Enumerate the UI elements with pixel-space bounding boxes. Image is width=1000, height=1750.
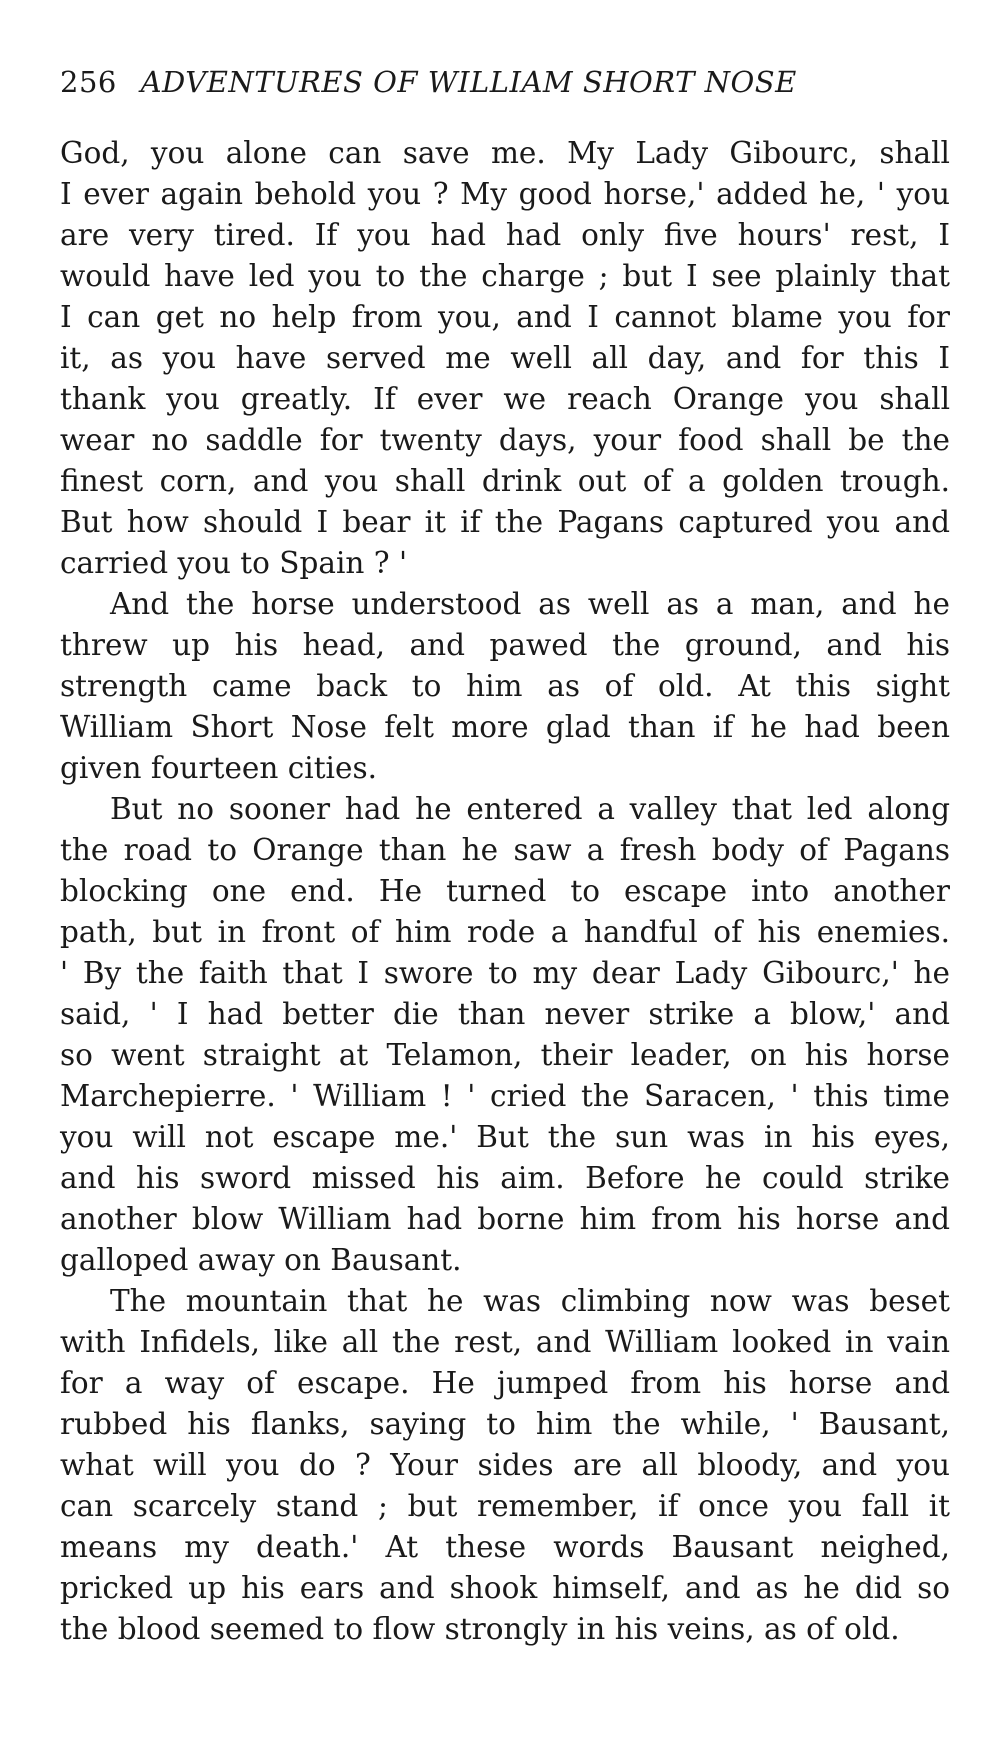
text-line: given fourteen cities. xyxy=(60,751,377,785)
paragraph xyxy=(60,584,950,789)
paragraph xyxy=(60,789,950,1281)
text-line: so went straight at Telamon, their leader, on his horse xyxy=(60,1038,950,1072)
text-line: I ever again behold you ? My good horse,' added he, ' you xyxy=(60,177,950,211)
text-line: it, as you have served me well all day, and for this I xyxy=(60,341,950,375)
text-line: what will you do ? Your sides are all bloody, and you xyxy=(60,1448,950,1482)
text-line: would have led you to the charge ; but I see plainly that xyxy=(60,259,950,293)
text-line: But no sooner had he entered a valley that led along xyxy=(110,792,950,826)
text-line: rubbed his flanks, saying to him the while, ' Bausant, xyxy=(60,1407,950,1441)
text-line: I can get no help from you, and I cannot blame you for xyxy=(60,300,950,334)
page-header xyxy=(60,62,950,102)
text-line: Marchepierre. ' William ! ' cried the Saracen, ' this time xyxy=(60,1079,950,1113)
text-line: blocking one end. He turned to escape into another xyxy=(60,874,950,908)
text-line: another blow William had borne him from his horse and xyxy=(60,1202,950,1236)
text-line: galloped away on Bausant. xyxy=(60,1243,462,1277)
text-line: The mountain that he was climbing now was beset xyxy=(110,1284,950,1318)
text-line: the blood seemed to flow strongly in his veins, as of old. xyxy=(60,1612,900,1646)
text-line: And the horse understood as well as a man, and he xyxy=(110,587,950,621)
body-text xyxy=(60,133,950,1650)
running-head: ADVENTURES OF WILLIAM SHORT NOSE xyxy=(140,65,797,99)
text-line: carried you to Spain ? ' xyxy=(60,546,408,580)
text-line: and his sword missed his aim. Before he could strike xyxy=(60,1161,950,1195)
text-line: threw up his head, and pawed the ground, and his xyxy=(60,628,950,662)
text-line: God, you alone can save me. My Lady Gibourc, shall xyxy=(60,136,950,170)
text-line: path, but in front of him rode a handful of his enemies. xyxy=(60,915,950,949)
paragraph xyxy=(60,133,950,584)
text-line: said, ' I had better die than never strike a blow,' and xyxy=(60,997,950,1031)
text-line: for a way of escape. He jumped from his horse and xyxy=(60,1366,950,1400)
text-line: finest corn, and you shall drink out of a golden trough. xyxy=(60,464,950,498)
text-line: the road to Orange than he saw a fresh body of Pagans xyxy=(60,833,950,867)
paragraph xyxy=(60,1281,950,1650)
text-line: with Infidels, like all the rest, and William looked in vain xyxy=(60,1325,950,1359)
text-line: strength came back to him as of old. At this sight xyxy=(60,669,950,703)
text-line: thank you greatly. If ever we reach Orange you shall xyxy=(60,382,950,416)
text-line: means my death.' At these words Bausant neighed, xyxy=(60,1530,950,1564)
text-line: But how should I bear it if the Pagans captured you and xyxy=(60,505,950,539)
text-line: William Short Nose felt more glad than if he had been xyxy=(60,710,950,744)
text-line: you will not escape me.' But the sun was in his eyes, xyxy=(60,1120,950,1154)
text-line: wear no saddle for twenty days, your food shall be the xyxy=(60,423,950,457)
text-line: can scarcely stand ; but remember, if once you fall it xyxy=(60,1489,950,1523)
text-line: are very tired. If you had had only five hours' rest, I xyxy=(60,218,950,252)
page-number: 256 xyxy=(60,65,117,99)
text-line: pricked up his ears and shook himself, and as he did so xyxy=(60,1571,950,1605)
text-line: ' By the faith that I swore to my dear Lady Gibourc,' he xyxy=(60,956,950,990)
